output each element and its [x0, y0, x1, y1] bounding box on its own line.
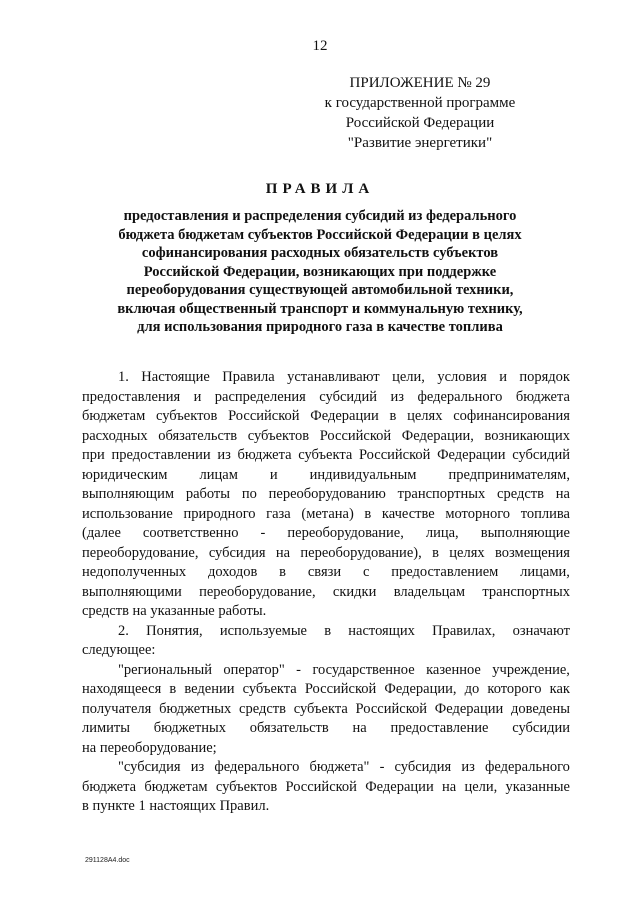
subtitle-line: софинансирования расходных обязательств субъектов	[141, 245, 499, 261]
subtitle-line: для использования природного газа в качестве топлива	[137, 319, 503, 335]
page-number: 12	[312, 38, 328, 54]
body-line: расходных обязательств субъектов Российской Федерации, возникающих	[82, 427, 570, 444]
subtitle-line: переоборудования существующей автомобильной техники,	[126, 282, 514, 298]
body-line: переоборудование, субсидия на переоборудование), в целях возмещения	[82, 544, 570, 561]
body-line: юридическим лицам и индивидуальным предпринимателям,	[82, 466, 570, 483]
body-line: использование природного газа (метана) в качестве моторного топлива	[82, 505, 570, 522]
body-text	[82, 368, 570, 817]
body-line: в пункте 1 настоящих Правил.	[82, 798, 270, 814]
body-line: (далее соответственно - переоборудование, лица, выполняющие	[82, 525, 570, 541]
body-line: бюджета бюджетам субъектов Российской Федерации на цели, указанные	[82, 778, 570, 795]
body-line: недополученных доходов в связи с предоставлением лицами,	[82, 564, 570, 580]
appendix-country: Российской Федерации	[345, 115, 495, 131]
body-line: средств на указанные работы.	[82, 603, 267, 619]
appendix-header	[300, 73, 540, 153]
body-line: "субсидия из федерального бюджета" - субсидия из федерального	[118, 759, 570, 775]
document-title: ПРАВИЛА	[265, 181, 375, 197]
document-subtitle	[60, 207, 580, 337]
body-line: на переоборудование;	[82, 739, 217, 756]
body-line: следующее:	[82, 642, 156, 658]
body-line: 1. Настоящие Правила устанавливают цели, условия и порядок	[118, 369, 570, 385]
body-line: "региональный оператор" - государственное казенное учреждение,	[118, 661, 570, 678]
body-line: бюджетам субъектов Российской Федерации в целях софинансирования	[82, 408, 570, 424]
body-line: 2. Понятия, используемые в настоящих Правилах, означают	[118, 622, 570, 639]
body-line: выполняющими переоборудование, скидки владельцам транспортных	[82, 583, 570, 600]
body-line: выполняющим работы по переоборудованию транспортных средств на	[82, 486, 570, 502]
footer-file-code: 291128A4.doc	[85, 857, 130, 864]
subtitle-line: бюджета бюджетам субъектов Российской Федерации в целях	[118, 226, 522, 243]
subtitle-line: Российской Федерации, возникающих при поддержке	[143, 263, 497, 280]
appendix-number: ПРИЛОЖЕНИЕ № 29	[349, 75, 491, 91]
body-line: при предоставлении из бюджета субъекта Российской Федерации субсидий	[82, 447, 570, 463]
body-line: получателя бюджетных средств субъекта Российской Федерации доведены	[82, 700, 570, 717]
body-line: предоставления и распределения субсидий из федерального бюджета	[82, 388, 570, 405]
body-line: находящееся в ведении субъекта Российской Федерации, до которого как	[82, 681, 570, 697]
appendix-program-ref: к государственной программе	[324, 95, 516, 111]
subtitle-line: предоставления и распределения субсидий из федерального	[123, 208, 517, 224]
subtitle-line: включая общественный транспорт и коммунальную технику,	[117, 300, 523, 317]
appendix-program-name: "Развитие энергетики"	[347, 135, 493, 151]
body-line: лимиты бюджетных обязательств на предоставление субсидии	[82, 720, 570, 736]
